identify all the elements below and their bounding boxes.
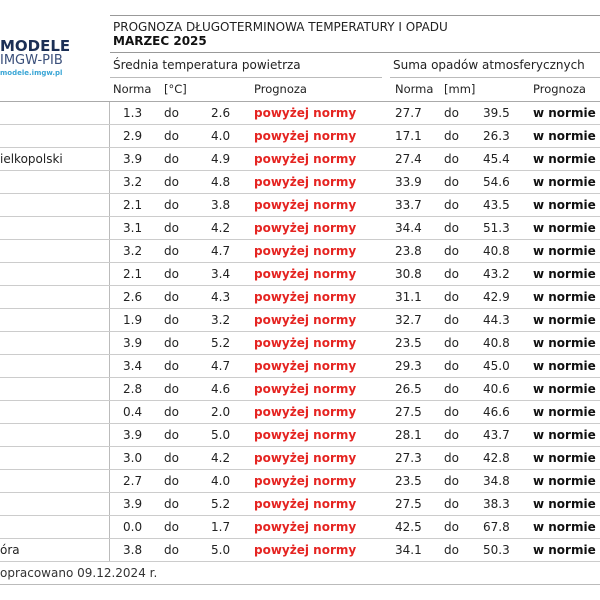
precip-norm-min: 34.1 <box>395 543 422 557</box>
table-row <box>0 263 600 286</box>
temp-norm-max: 4.3 <box>211 290 231 304</box>
temp-norm-max: 2.0 <box>211 405 231 419</box>
precip-forecast: w normie <box>533 474 596 488</box>
temp-norm-to: do <box>164 267 179 281</box>
precip-forecast: w normie <box>533 497 596 511</box>
precip-forecast: w normie <box>533 543 596 557</box>
precip-norm-min: 29.3 <box>395 359 422 373</box>
temp-forecast: powyżej normy <box>254 290 357 304</box>
precip-forecast: w normie <box>533 382 596 396</box>
precip-forecast: w normie <box>533 267 596 281</box>
temp-norm-to: do <box>164 129 179 143</box>
temp-norm-min: 0.0 <box>123 520 143 534</box>
temp-norm-to: do <box>164 474 179 488</box>
temp-norm-to: do <box>164 543 179 557</box>
precip-norm-min: 42.5 <box>395 520 422 534</box>
temp-norm-max: 5.0 <box>211 428 231 442</box>
precip-norm-max: 51.3 <box>483 221 510 235</box>
precip-norm-max: 45.0 <box>483 359 510 373</box>
table-row <box>0 171 600 194</box>
precip-norm-to: do <box>444 405 459 419</box>
precip-norm-max: 39.5 <box>483 106 510 120</box>
header-rule <box>110 52 600 53</box>
precip-forecast: w normie <box>533 451 596 465</box>
temp-norm-max: 4.7 <box>211 359 231 373</box>
col-header-p-prognoza: Prognoza <box>533 82 586 96</box>
table-row <box>0 125 600 148</box>
row-divider <box>0 561 600 562</box>
logo-text-modele: MODELE <box>0 37 71 55</box>
page-title: PROGNOZA DŁUGOTERMINOWA TEMPERATURY I OPADU <box>113 20 448 34</box>
temp-forecast: powyżej normy <box>254 497 357 511</box>
precip-forecast: w normie <box>533 198 596 212</box>
temp-forecast: powyżej normy <box>254 382 357 396</box>
temp-norm-to: do <box>164 106 179 120</box>
top-rule <box>110 15 600 16</box>
temp-norm-max: 3.8 <box>211 198 231 212</box>
col-header-p-unit: [mm] <box>444 82 476 96</box>
table-row <box>0 217 600 240</box>
precip-norm-min: 26.5 <box>395 382 422 396</box>
temp-norm-max: 4.6 <box>211 382 231 396</box>
temp-norm-to: do <box>164 359 179 373</box>
precip-norm-min: 28.1 <box>395 428 422 442</box>
precip-norm-to: do <box>444 290 459 304</box>
precip-norm-max: 50.3 <box>483 543 510 557</box>
table-row <box>0 378 600 401</box>
temp-forecast: powyżej normy <box>254 313 357 327</box>
precip-norm-to: do <box>444 106 459 120</box>
temp-norm-max: 1.7 <box>211 520 231 534</box>
temp-norm-min: 3.4 <box>123 359 143 373</box>
temp-norm-to: do <box>164 497 179 511</box>
temp-norm-min: 3.1 <box>123 221 143 235</box>
temp-norm-to: do <box>164 152 179 166</box>
temp-norm-min: 2.6 <box>123 290 143 304</box>
precip-forecast: w normie <box>533 359 596 373</box>
precip-norm-max: 43.5 <box>483 198 510 212</box>
table-row <box>0 286 600 309</box>
precip-norm-min: 23.5 <box>395 474 422 488</box>
temp-norm-max: 4.0 <box>211 129 231 143</box>
table-row <box>0 194 600 217</box>
temp-norm-max: 4.2 <box>211 221 231 235</box>
precip-norm-to: do <box>444 428 459 442</box>
temp-norm-max: 4.2 <box>211 451 231 465</box>
precip-norm-to: do <box>444 175 459 189</box>
temp-norm-to: do <box>164 382 179 396</box>
precip-norm-to: do <box>444 382 459 396</box>
table-row <box>0 102 600 125</box>
temp-forecast: powyżej normy <box>254 543 357 557</box>
temp-norm-min: 3.2 <box>123 244 143 258</box>
precip-norm-min: 27.5 <box>395 405 422 419</box>
logo-text-url: modele.imgw.pl <box>0 69 63 77</box>
temp-norm-max: 2.6 <box>211 106 231 120</box>
precip-forecast: w normie <box>533 244 596 258</box>
col-header-t-norma: Norma <box>113 82 152 96</box>
temp-norm-min: 3.9 <box>123 336 143 350</box>
table-row <box>0 309 600 332</box>
table-row <box>0 470 600 493</box>
precip-norm-to: do <box>444 359 459 373</box>
col-header-t-prognoza: Prognoza <box>254 82 307 96</box>
precip-norm-max: 40.8 <box>483 244 510 258</box>
temp-norm-to: do <box>164 221 179 235</box>
group-header-temperature: Średnia temperatura powietrza <box>113 58 301 72</box>
precip-norm-max: 67.8 <box>483 520 510 534</box>
precip-norm-to: do <box>444 244 459 258</box>
precip-norm-to: do <box>444 152 459 166</box>
precip-norm-max: 45.4 <box>483 152 510 166</box>
temp-norm-min: 2.7 <box>123 474 143 488</box>
precip-forecast: w normie <box>533 428 596 442</box>
temp-norm-max: 3.4 <box>211 267 231 281</box>
precip-norm-to: do <box>444 313 459 327</box>
precip-norm-to: do <box>444 198 459 212</box>
temp-forecast: powyżej normy <box>254 428 357 442</box>
precip-forecast: w normie <box>533 336 596 350</box>
precip-forecast: w normie <box>533 520 596 534</box>
precip-norm-to: do <box>444 543 459 557</box>
table-row <box>0 148 600 171</box>
temp-norm-min: 3.9 <box>123 152 143 166</box>
precip-norm-min: 30.8 <box>395 267 422 281</box>
temp-norm-min: 0.4 <box>123 405 143 419</box>
temp-forecast: powyżej normy <box>254 336 357 350</box>
precip-norm-min: 33.7 <box>395 198 422 212</box>
precip-forecast: w normie <box>533 405 596 419</box>
precip-group-rule <box>390 77 600 78</box>
precip-norm-to: do <box>444 221 459 235</box>
temp-forecast: powyżej normy <box>254 520 357 534</box>
precip-norm-min: 34.4 <box>395 221 422 235</box>
temp-forecast: powyżej normy <box>254 474 357 488</box>
precip-norm-max: 42.9 <box>483 290 510 304</box>
precip-norm-max: 26.3 <box>483 129 510 143</box>
temp-forecast: powyżej normy <box>254 405 357 419</box>
temp-norm-to: do <box>164 405 179 419</box>
temp-norm-max: 4.0 <box>211 474 231 488</box>
temp-norm-max: 5.0 <box>211 543 231 557</box>
temp-norm-min: 1.9 <box>123 313 143 327</box>
temp-norm-max: 5.2 <box>211 497 231 511</box>
precip-norm-min: 27.5 <box>395 497 422 511</box>
col-header-p-norma: Norma <box>395 82 434 96</box>
col-header-t-unit: [°C] <box>164 82 187 96</box>
precip-norm-to: do <box>444 336 459 350</box>
precip-norm-max: 34.8 <box>483 474 510 488</box>
table-row <box>0 332 600 355</box>
temp-forecast: powyżej normy <box>254 244 357 258</box>
temp-forecast: powyżej normy <box>254 198 357 212</box>
precip-forecast: w normie <box>533 221 596 235</box>
table-row <box>0 240 600 263</box>
precip-norm-max: 44.3 <box>483 313 510 327</box>
precip-norm-min: 31.1 <box>395 290 422 304</box>
temp-norm-to: do <box>164 244 179 258</box>
precip-norm-to: do <box>444 520 459 534</box>
temp-forecast: powyżej normy <box>254 451 357 465</box>
precip-norm-max: 46.6 <box>483 405 510 419</box>
precip-forecast: w normie <box>533 175 596 189</box>
precip-norm-to: do <box>444 474 459 488</box>
temp-norm-to: do <box>164 428 179 442</box>
temp-group-rule <box>110 77 382 78</box>
temp-norm-max: 4.9 <box>211 152 231 166</box>
table-row <box>0 493 600 516</box>
precip-norm-to: do <box>444 267 459 281</box>
precip-norm-min: 17.1 <box>395 129 422 143</box>
temp-forecast: powyżej normy <box>254 106 357 120</box>
temp-forecast: powyżej normy <box>254 129 357 143</box>
table-row <box>0 401 600 424</box>
imgw-logo <box>0 38 110 78</box>
temp-norm-to: do <box>164 313 179 327</box>
temp-forecast: powyżej normy <box>254 221 357 235</box>
temp-norm-to: do <box>164 198 179 212</box>
temp-norm-min: 2.1 <box>123 198 143 212</box>
temp-norm-max: 4.8 <box>211 175 231 189</box>
precip-norm-to: do <box>444 129 459 143</box>
precip-norm-min: 23.5 <box>395 336 422 350</box>
bottom-rule <box>0 584 600 585</box>
precip-forecast: w normie <box>533 129 596 143</box>
precip-forecast: w normie <box>533 106 596 120</box>
temp-norm-min: 3.0 <box>123 451 143 465</box>
precip-norm-min: 32.7 <box>395 313 422 327</box>
group-header-precipitation: Suma opadów atmosferycznych <box>393 58 585 72</box>
precip-norm-max: 54.6 <box>483 175 510 189</box>
temp-norm-max: 4.7 <box>211 244 231 258</box>
temp-forecast: powyżej normy <box>254 175 357 189</box>
logo-text-imgw: IMGW-PIB <box>0 53 63 68</box>
precip-norm-min: 27.4 <box>395 152 422 166</box>
temp-norm-min: 2.8 <box>123 382 143 396</box>
precip-norm-max: 43.7 <box>483 428 510 442</box>
table-row <box>0 424 600 447</box>
temp-norm-min: 1.3 <box>123 106 143 120</box>
precip-norm-to: do <box>444 497 459 511</box>
precip-norm-min: 33.9 <box>395 175 422 189</box>
temp-norm-to: do <box>164 290 179 304</box>
region-name: óra <box>0 543 20 557</box>
precip-norm-max: 38.3 <box>483 497 510 511</box>
temp-norm-max: 5.2 <box>211 336 231 350</box>
temp-norm-to: do <box>164 520 179 534</box>
temp-norm-to: do <box>164 451 179 465</box>
page-subtitle: MARZEC 2025 <box>113 34 207 48</box>
temp-forecast: powyżej normy <box>254 152 357 166</box>
precip-norm-min: 23.8 <box>395 244 422 258</box>
temp-norm-max: 3.2 <box>211 313 231 327</box>
table-row <box>0 516 600 539</box>
precip-forecast: w normie <box>533 152 596 166</box>
footer-note: opracowano 09.12.2024 r. <box>0 566 158 580</box>
precip-forecast: w normie <box>533 313 596 327</box>
precip-norm-max: 40.8 <box>483 336 510 350</box>
precip-norm-min: 27.7 <box>395 106 422 120</box>
precip-norm-min: 27.3 <box>395 451 422 465</box>
table-row <box>0 355 600 378</box>
precip-norm-max: 40.6 <box>483 382 510 396</box>
temp-norm-min: 3.8 <box>123 543 143 557</box>
temp-norm-min: 2.1 <box>123 267 143 281</box>
table-row <box>0 447 600 470</box>
temp-norm-to: do <box>164 336 179 350</box>
precip-norm-to: do <box>444 451 459 465</box>
precip-norm-max: 42.8 <box>483 451 510 465</box>
precip-norm-max: 43.2 <box>483 267 510 281</box>
temp-norm-min: 3.9 <box>123 497 143 511</box>
region-name: ielkopolski <box>0 152 63 166</box>
temp-norm-min: 3.9 <box>123 428 143 442</box>
temp-norm-min: 2.9 <box>123 129 143 143</box>
temp-norm-min: 3.2 <box>123 175 143 189</box>
temp-norm-to: do <box>164 175 179 189</box>
precip-forecast: w normie <box>533 290 596 304</box>
temp-forecast: powyżej normy <box>254 267 357 281</box>
temp-forecast: powyżej normy <box>254 359 357 373</box>
table-row <box>0 539 600 562</box>
